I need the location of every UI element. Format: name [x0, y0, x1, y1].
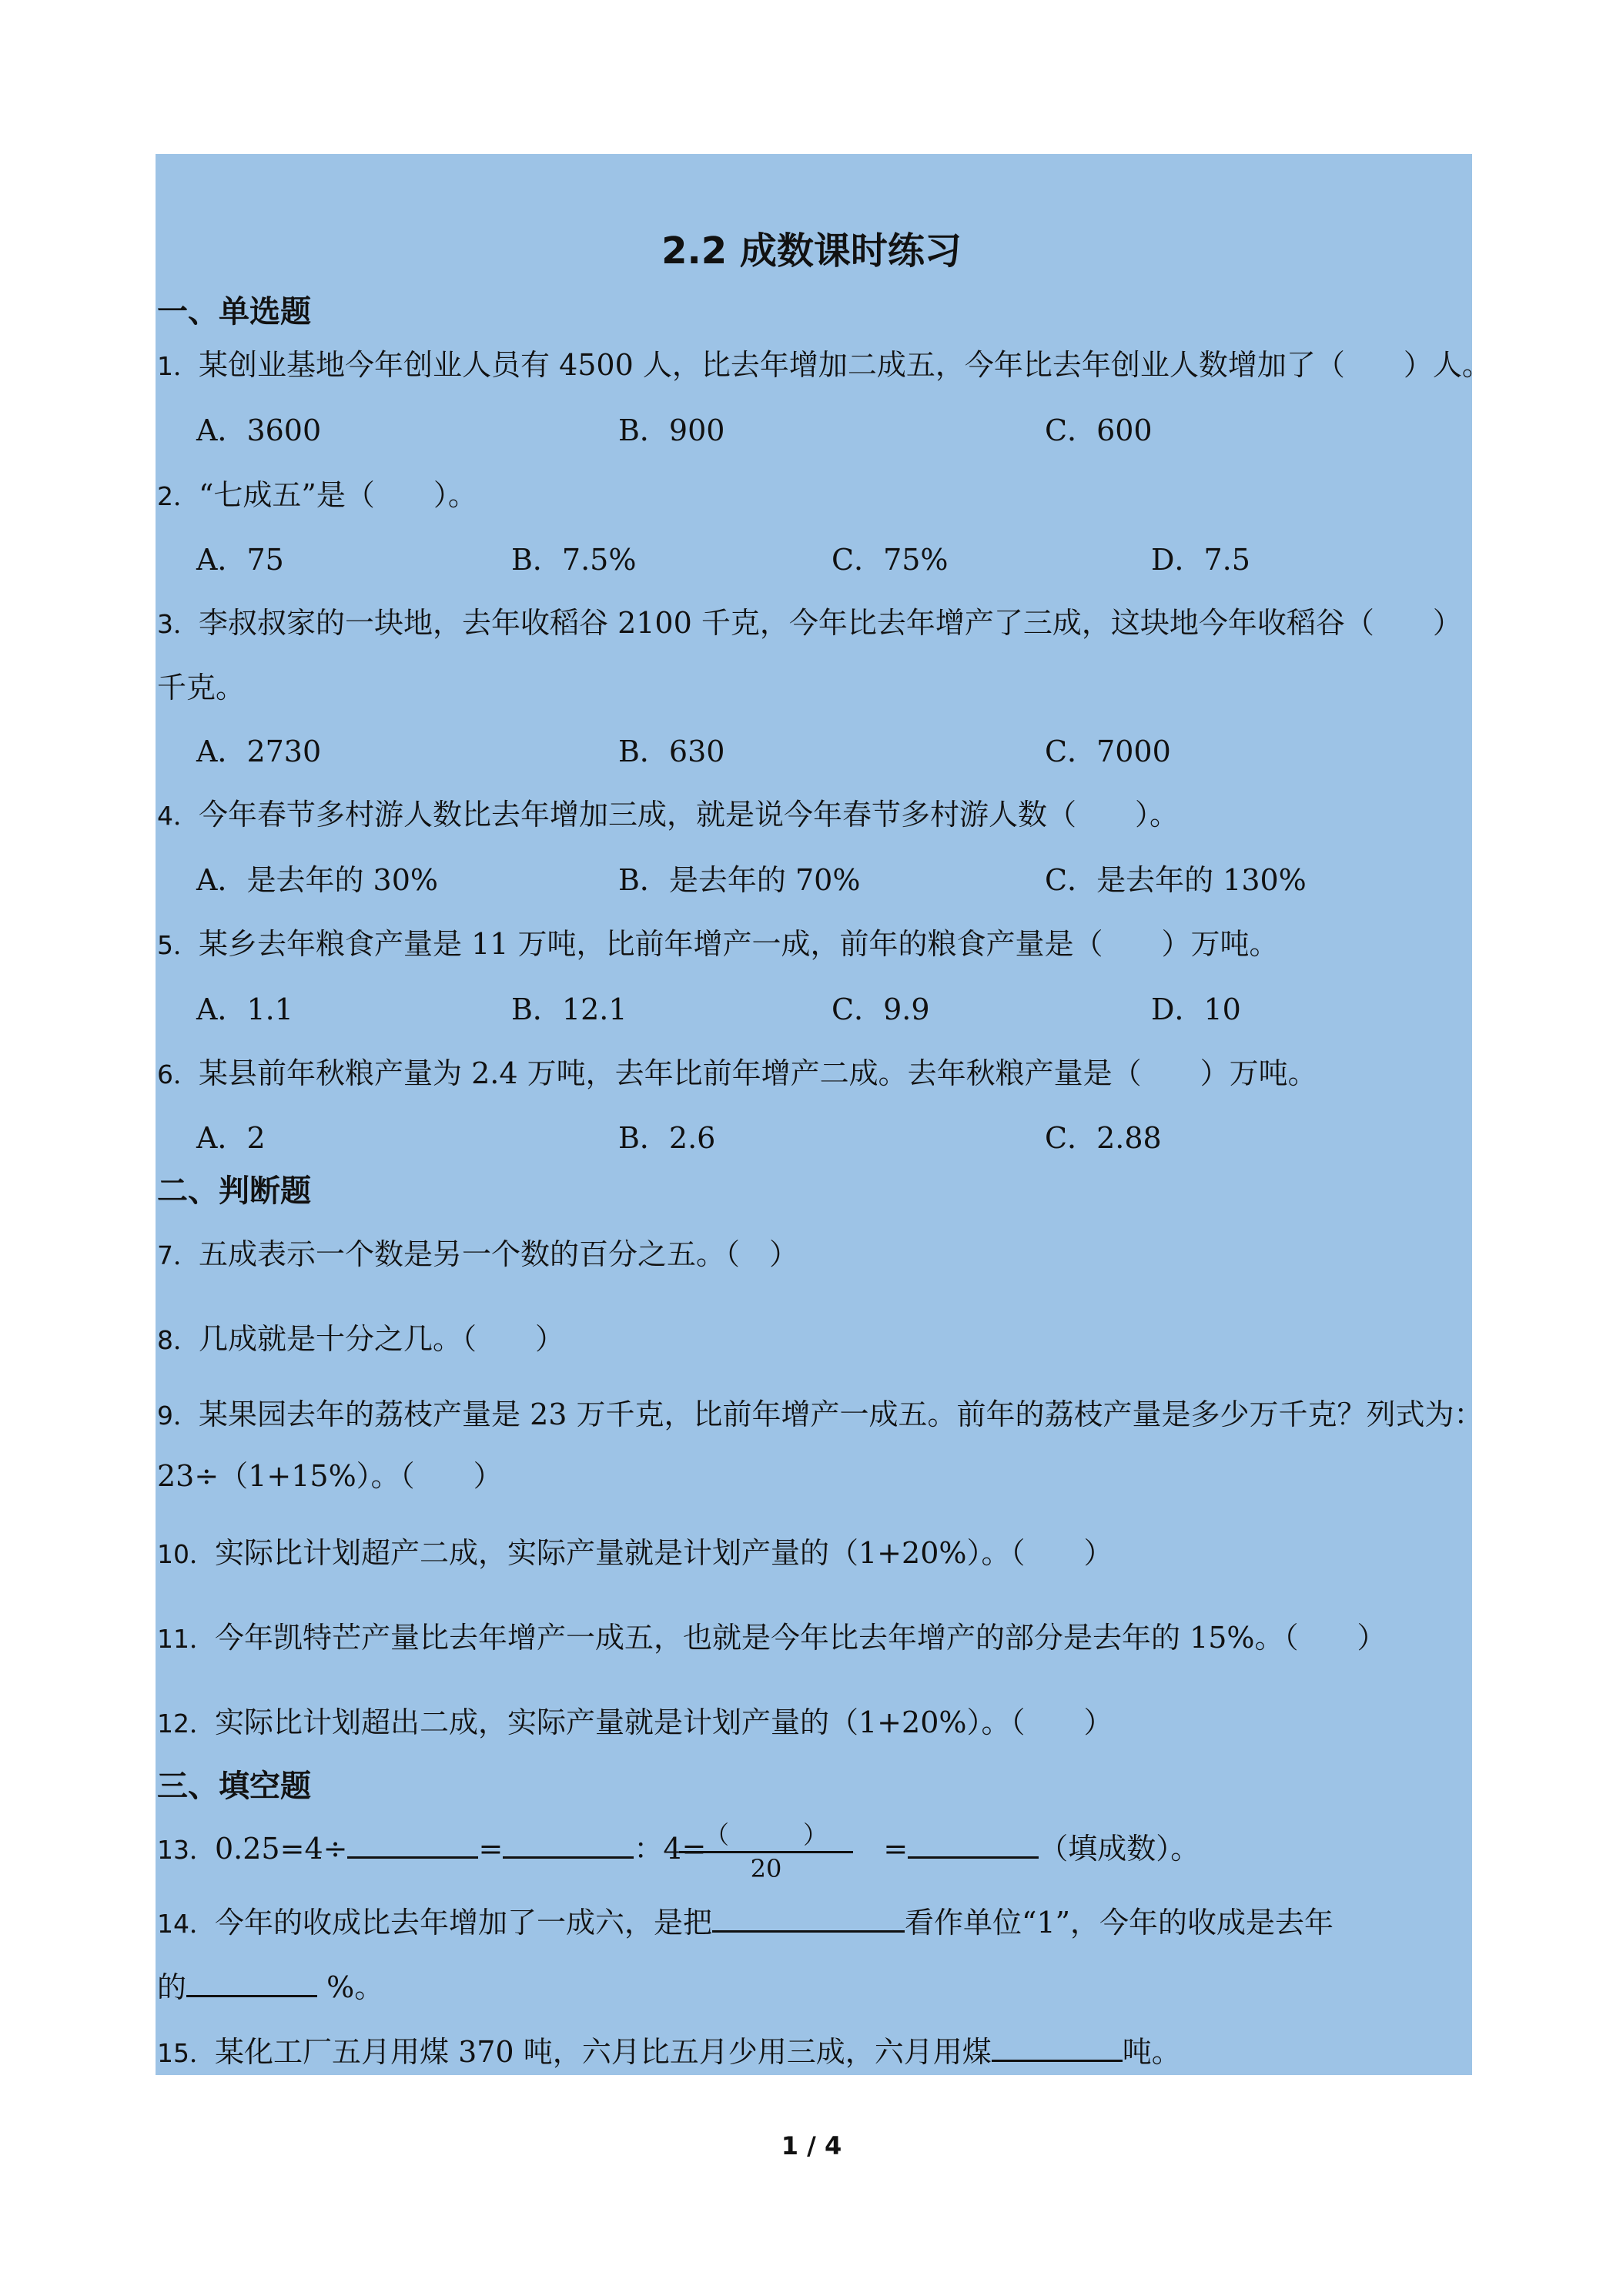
question-number: 8． — [157, 1325, 199, 1355]
question-11 — [157, 1614, 1387, 1656]
q14-part-b: 看作单位“1”，今年的收成是去年 — [905, 1906, 1334, 1940]
question-text: 某乡去年粮食产量是 11 万吨，比前年增产一成，前年的粮食产量是（ ）万吨。 — [199, 927, 1279, 961]
question-panel — [156, 154, 1472, 2075]
question-5 — [157, 920, 1279, 962]
section-heading-fill-blank: 三、填空题 — [157, 1769, 311, 1804]
q13-part-e: （填成数）。 — [1039, 1832, 1200, 1866]
option-d: D．10 — [1151, 992, 1241, 1026]
question-3 — [157, 599, 1462, 641]
question-text: 今年春节多村游人数比去年增加三成，就是说今年春节多村游人数（ ）。 — [199, 798, 1180, 832]
option-a: A．1.1 — [196, 992, 293, 1026]
q13-part-c: ：4= — [634, 1832, 707, 1866]
option-c: C．是去年的 130% — [1045, 863, 1307, 897]
question-text: 某果园去年的荔枝产量是 23 万千克，比前年增产一成五。前年的荔枝产量是多少万千克？列式为： — [199, 1397, 1484, 1431]
answer-blank[interactable] — [712, 1906, 905, 1933]
q15-part-b: 吨。 — [1122, 2035, 1181, 2069]
option-a: A．3600 — [196, 413, 322, 447]
fraction-denominator: 20 — [750, 1854, 782, 1883]
question-6 — [157, 1049, 1317, 1092]
q14-part-c: 的 — [157, 1970, 187, 2004]
q13-part-b: = — [478, 1832, 504, 1866]
option-b: B．900 — [618, 413, 725, 447]
option-b: B．7.5% — [511, 543, 637, 577]
section-heading-true-false: 二、判断题 — [157, 1173, 311, 1209]
option-a: A．75 — [196, 543, 284, 577]
question-number: 14． — [157, 1909, 215, 1939]
option-b: B．2.6 — [618, 1121, 716, 1155]
fraction-bar — [679, 1851, 853, 1853]
option-a: A．2730 — [196, 735, 322, 768]
question-8 — [157, 1315, 564, 1357]
answer-blank[interactable] — [347, 1832, 478, 1859]
question-text: 某县前年秋粮产量为 2.4 万吨，去年比前年增产二成。去年秋粮产量是（ ）万吨。 — [199, 1056, 1317, 1090]
question-2 — [157, 471, 477, 514]
question-14 — [157, 1899, 1334, 1941]
question-text: 几成就是十分之几。（ ） — [199, 1322, 565, 1356]
q14-part-a: 今年的收成比去年增加了一成六，是把 — [215, 1906, 713, 1940]
question-text: 李叔叔家的一块地，去年收稻谷 2100 千克，今年比去年增产了三成，这块地今年收稻谷（ ） — [199, 606, 1462, 640]
option-c: C．600 — [1045, 413, 1153, 447]
question-text: 某创业基地今年创业人员有 4500 人，比去年增加二成五，今年比去年创业人数增加了（ ）人。 — [199, 348, 1491, 382]
option-b: B．12.1 — [511, 992, 627, 1026]
question-4 — [157, 791, 1179, 833]
q15-part-a: 某化工厂五月用煤 370 吨，六月比五月少用三成，六月用煤 — [215, 2035, 992, 2069]
question-text: 实际比计划超产二成，实际产量就是计划产量的（1+20%）。（ ） — [215, 1536, 1113, 1570]
q14-part-d: %。 — [317, 1970, 384, 2004]
option-c: C．75% — [832, 543, 949, 577]
answer-blank[interactable] — [908, 1832, 1039, 1859]
question-14-continued — [157, 1963, 383, 2006]
question-number: 3． — [157, 609, 199, 639]
question-text: “七成五”是（ ）。 — [199, 478, 477, 512]
question-number: 12． — [157, 1709, 215, 1739]
option-b: B．630 — [618, 735, 725, 768]
answer-blank[interactable] — [992, 2035, 1123, 2062]
question-number: 4． — [157, 801, 199, 831]
question-text: 五成表示一个数是另一个数的百分之五。（ ） — [199, 1237, 799, 1271]
question-text: 今年凯特芒产量比去年增产一成五，也就是今年比去年增产的部分是去年的 15%。（ ） — [215, 1621, 1387, 1655]
question-number: 10． — [157, 1539, 215, 1569]
question-text: 实际比计划超出二成，实际产量就是计划产量的（1+20%）。（ ） — [215, 1705, 1113, 1739]
option-a: A．是去年的 30% — [196, 863, 438, 897]
question-number: 2． — [157, 481, 199, 511]
page-title: 2.2 成数课时练习 — [661, 229, 962, 273]
option-c: C．2.88 — [1045, 1121, 1162, 1155]
question-number: 15． — [157, 2038, 215, 2068]
answer-blank[interactable] — [503, 1832, 634, 1859]
q13-part-a: 0.25=4÷ — [215, 1832, 348, 1866]
fraction-numerator: （ ） — [704, 1820, 828, 1849]
question-15 — [157, 2028, 1181, 2070]
question-number: 7． — [157, 1240, 199, 1270]
question-number: 5． — [157, 930, 199, 960]
question-7 — [157, 1230, 798, 1273]
question-number: 1． — [157, 351, 199, 381]
option-a: A．2 — [196, 1121, 266, 1155]
question-9-continued: 23÷（1+15%）。（ ） — [157, 1459, 503, 1493]
answer-blank[interactable] — [186, 1970, 317, 1997]
q13-part-d: = — [883, 1832, 909, 1866]
question-12 — [157, 1699, 1113, 1741]
option-b: B．是去年的 70% — [618, 863, 861, 897]
option-c: C．9.9 — [832, 992, 930, 1026]
section-heading-single-choice: 一、单选题 — [157, 294, 311, 330]
question-number: 11． — [157, 1624, 215, 1654]
question-3-continued: 千克。 — [157, 671, 246, 705]
page-number: 1 / 4 — [781, 2131, 842, 2160]
question-9 — [157, 1391, 1484, 1433]
question-number: 13． — [157, 1835, 215, 1865]
question-10 — [157, 1529, 1113, 1571]
question-1 — [157, 341, 1491, 383]
question-number: 9． — [157, 1401, 199, 1431]
option-d: D．7.5 — [1151, 543, 1250, 577]
question-number: 6． — [157, 1059, 199, 1089]
option-c: C．7000 — [1045, 735, 1171, 768]
